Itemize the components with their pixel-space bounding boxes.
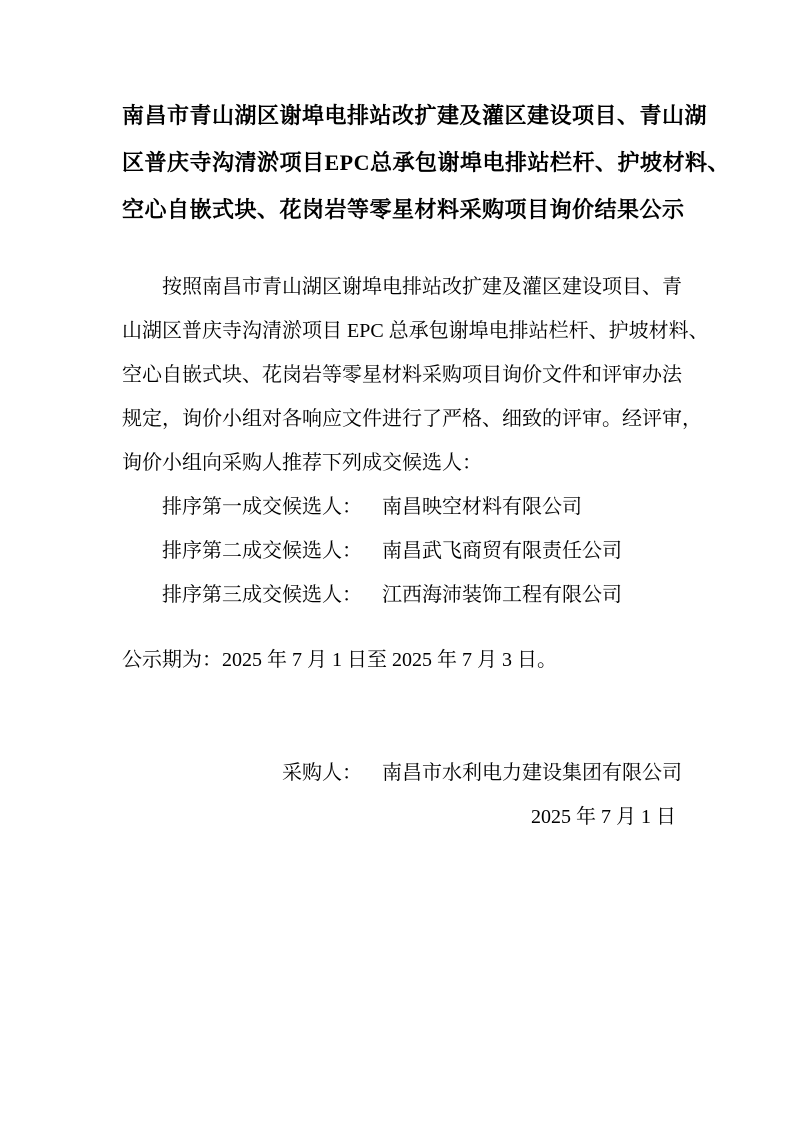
candidate-rank-3: [162, 573, 682, 617]
candidate-rank-2-label: 排序第二成交候选人：: [162, 540, 362, 562]
purchaser-label: 采购人：: [282, 762, 362, 784]
candidate-rank-3-label: 排序第三成交候选人：: [162, 584, 362, 606]
candidate-rank-1: [162, 485, 682, 529]
candidate-rank-1-company: 南昌映空材料有限公司: [382, 496, 582, 518]
purchaser-line: [122, 751, 682, 795]
signature-date: 2025 年 7 月 1 日: [531, 806, 676, 828]
paragraph-line: 询价小组向采购人推荐下列成交候选人：: [122, 452, 482, 474]
candidate-list: [122, 485, 682, 617]
title-line-2: 区普庆寺沟清淤项目EPC总承包谢埠电排站栏杆、护坡材料、: [122, 150, 731, 175]
candidate-rank-3-company: 江西海沛装饰工程有限公司: [382, 584, 622, 606]
paragraph-line: 山湖区普庆寺沟清淤项目 EPC 总承包谢埠电排站栏杆、护坡材料、: [122, 320, 709, 342]
title-line-3: 空心自嵌式块、花岗岩等零星材料采购项目询价结果公示: [122, 197, 685, 222]
document-title: [122, 92, 731, 233]
publicity-period: 公示期为：2025 年 7 月 1 日至 2025 年 7 月 3 日。: [122, 649, 557, 671]
purchaser-name: 南昌市水利电力建设集团有限公司: [382, 762, 682, 784]
paragraph-line: 按照南昌市青山湖区谢埠电排站改扩建及灌区建设项目、青: [162, 276, 682, 298]
signature-block: [122, 751, 682, 839]
paragraph-line: 规定，询价小组对各响应文件进行了严格、细致的评审。经评审，: [122, 408, 702, 430]
title-line-1: 南昌市青山湖区谢埠电排站改扩建及灌区建设项目、青山湖: [122, 103, 708, 128]
candidate-rank-1-label: 排序第一成交候选人：: [162, 496, 362, 518]
candidate-rank-2: [162, 529, 682, 573]
candidate-rank-2-company: 南昌武飞商贸有限责任公司: [382, 540, 622, 562]
intro-paragraph: [122, 265, 709, 485]
paragraph-line: 空心自嵌式块、花岗岩等零星材料采购项目询价文件和评审办法: [122, 364, 682, 386]
